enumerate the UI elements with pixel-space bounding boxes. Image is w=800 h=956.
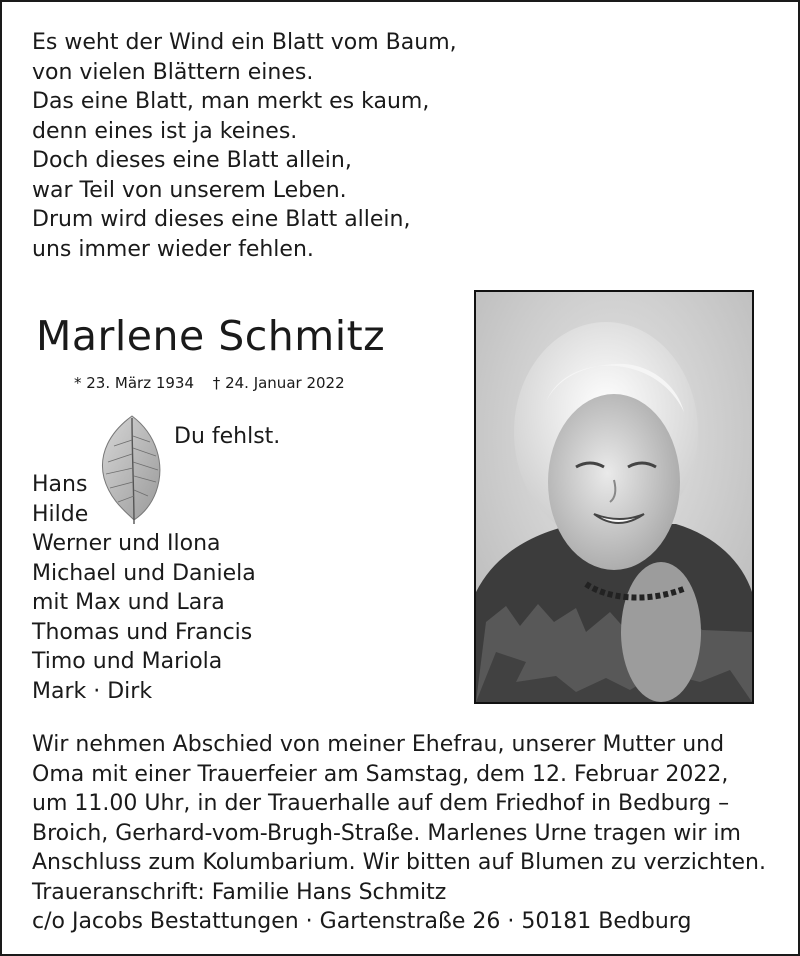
- funeral-notice: [32, 730, 777, 937]
- family-list: [32, 470, 256, 706]
- birth-date: * 23. März 1934: [74, 374, 195, 392]
- poem-line: Drum wird dieses eine Blatt allein,: [32, 207, 411, 232]
- life-dates: [74, 374, 359, 392]
- poem-line: Das eine Blatt, man merkt es kaum,: [32, 89, 430, 114]
- family-member: Werner und Ilona: [32, 531, 221, 556]
- poem-line: uns immer wieder fehlen.: [32, 236, 314, 262]
- poem-line: von vielen Blättern eines.: [32, 59, 314, 85]
- notice-line: Broich, Gerhard-vom-Brugh-Straße. Marlenes Urne tragen wir im: [32, 820, 741, 846]
- poem-line: Es weht der Wind ein Blatt vom Baum,: [32, 30, 457, 55]
- notice-line: Traueranschrift: Familie Hans Schmitz: [32, 879, 447, 905]
- family-member: mit Max und Lara: [32, 590, 225, 615]
- deceased-name: Marlene Schmitz: [36, 312, 386, 360]
- notice-line: Wir nehmen Abschied von meiner Ehefrau, unserer Mutter und: [32, 732, 725, 757]
- death-date: † 24. Januar 2022: [212, 374, 345, 392]
- family-member: Michael und Daniela: [32, 560, 256, 586]
- notice-line: um 11.00 Uhr, in der Trauerhalle auf dem Friedhof in Bedburg –: [32, 791, 730, 816]
- portrait-photo: [474, 290, 754, 704]
- notice-line: Anschluss zum Kolumbarium. Wir bitten auf Blumen zu verzichten.: [32, 850, 766, 875]
- family-member: Hans: [32, 472, 88, 497]
- family-member: Thomas und Francis: [32, 619, 253, 645]
- notice-line: Oma mit einer Trauerfeier am Samstag, dem 12. Februar 2022,: [32, 761, 729, 787]
- family-member: Mark · Dirk: [32, 678, 153, 704]
- poem-line: Doch dieses eine Blatt allein,: [32, 148, 352, 173]
- family-member: Timo und Mariola: [32, 649, 223, 674]
- message: Du fehlst.: [174, 424, 281, 449]
- family-member: Hilde: [32, 501, 89, 527]
- poem: [32, 28, 457, 264]
- poem-line: war Teil von unserem Leben.: [32, 177, 347, 203]
- poem-line: denn eines ist ja keines.: [32, 118, 298, 144]
- notice-line: c/o Jacobs Bestattungen · Gartenstraße 26 · 50181 Bedburg: [32, 909, 692, 934]
